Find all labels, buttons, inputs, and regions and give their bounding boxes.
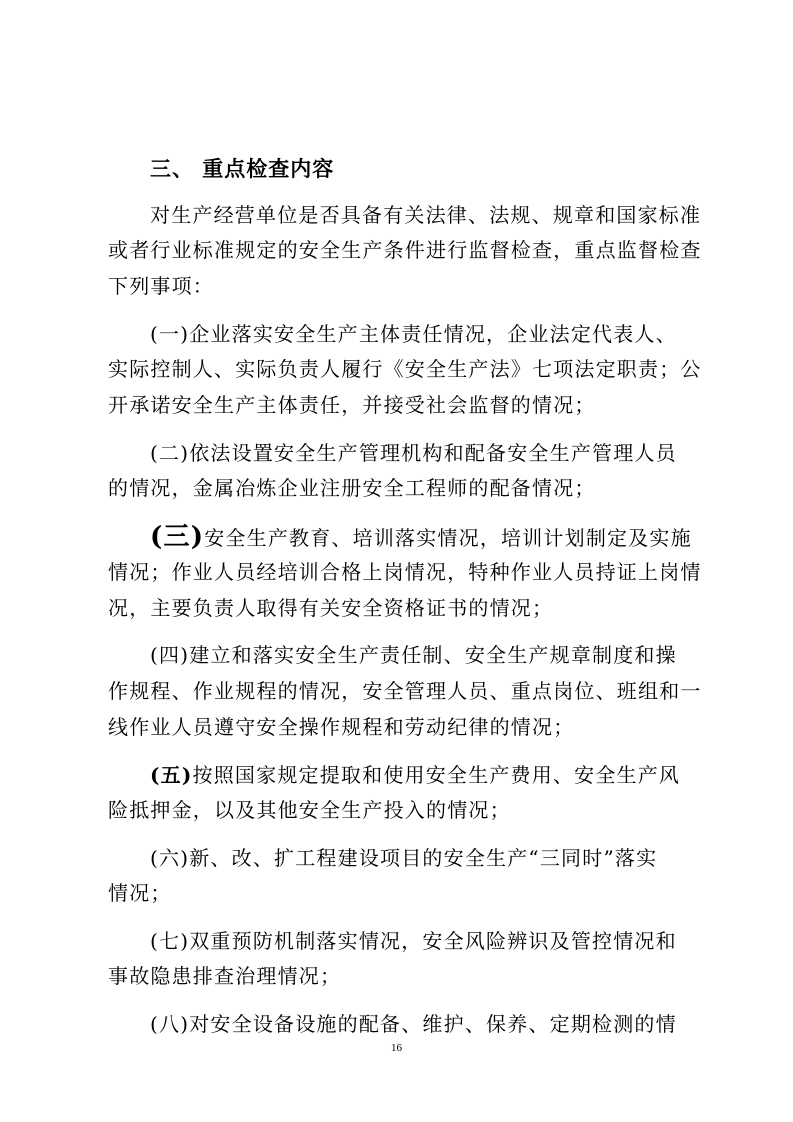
item-marker: (二) — [150, 441, 190, 465]
list-item-line: 开承诺安全生产主体责任，并接受社会监督的情况； — [108, 393, 596, 417]
list-item-first-line — [150, 639, 677, 668]
item-text: 企业落实安全生产主体责任情况，企业法定代表人、 — [189, 322, 677, 346]
page-number: 16 — [391, 1042, 402, 1054]
list-item-first-line — [150, 516, 692, 553]
item-text: 双重预防机制落实情况，安全风险辨识及管控情况和 — [189, 929, 677, 953]
list-item-line: 情况；作业人员经培训合格上岗情况，特种作业人员持证上岗情 — [108, 560, 702, 584]
list-item-line: 线作业人员遵守安全操作规程和劳动纪律的情况； — [108, 715, 575, 739]
list-item-first-line — [150, 437, 677, 466]
list-item-first-line — [150, 842, 657, 871]
item-text: 新、改、扩工程建设项目的安全生产“三同时”落实 — [189, 846, 658, 870]
item-text: 建立和落实安全生产责任制、安全生产规章制度和操 — [189, 643, 677, 667]
list-item-first-line — [150, 318, 677, 347]
intro-line: 或者行业标准规定的安全生产条件进行监督检查，重点监督检查 — [108, 238, 702, 262]
item-marker: (七) — [150, 929, 190, 953]
list-item-line: 作规程、作业规程的情况，安全管理人员、重点岗位、班组和一 — [108, 679, 702, 703]
intro-line: 对生产经营单位是否具备有关法律、法规、规章和国家标准 — [150, 203, 702, 227]
item-text: 安全生产教育、培训落实情况，培训计划制定及实施 — [204, 526, 692, 550]
item-marker: (六) — [150, 846, 190, 870]
item-text: 依法设置安全生产管理机构和配备安全生产管理人员 — [189, 441, 677, 465]
list-item-line: 情况； — [108, 881, 172, 905]
list-item-line: 实际控制人、实际负责人履行《安全生产法》七项法定职责；公 — [108, 357, 702, 381]
item-text: 按照国家规定提取和使用安全生产费用、安全生产风 — [192, 763, 681, 787]
intro-line: 下列事项： — [108, 274, 214, 298]
list-item-first-line — [150, 925, 677, 954]
list-item-first-line — [150, 759, 680, 788]
item-text: 对安全设备设施的配备、维护、保养、定期检测的情 — [189, 1012, 677, 1036]
list-item-line: 况，主要负责人取得有关安全资格证书的情况； — [108, 596, 554, 620]
item-marker: (三) — [150, 522, 205, 552]
list-item-line: 的情况，金属冶炼企业注册安全工程师的配备情况； — [108, 476, 596, 500]
list-item-first-line — [150, 1008, 677, 1037]
item-marker: (八) — [150, 1012, 190, 1036]
item-marker: (一) — [150, 322, 190, 346]
section-heading: 三、 重点检查内容 — [150, 157, 335, 181]
item-marker: (四) — [150, 643, 190, 667]
list-item-line: 险抵押金，以及其他安全生产投入的情况； — [108, 798, 511, 822]
item-marker: (五) — [150, 763, 193, 787]
list-item-line: 事故隐患排查治理情况； — [108, 964, 342, 988]
